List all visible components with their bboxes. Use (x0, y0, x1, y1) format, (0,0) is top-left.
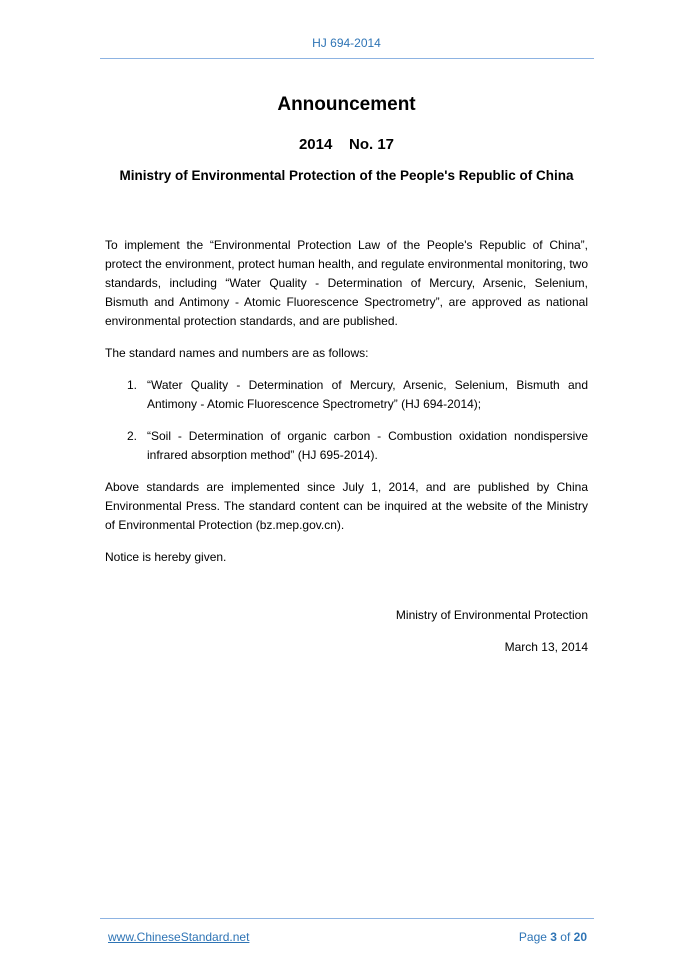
page-of: of (556, 930, 574, 944)
page-prefix: Page (518, 930, 551, 944)
total-pages: 20 (573, 930, 587, 944)
footer-divider (100, 918, 594, 919)
list-item (105, 427, 588, 465)
list-item-number: 2. (127, 429, 138, 443)
document-code: HJ 694-2014 (312, 36, 381, 50)
signature-date: March 13, 2014 (504, 640, 588, 654)
page-indicator (519, 930, 587, 944)
list-item-number: 1. (127, 378, 138, 392)
signature-organization: Ministry of Environmental Protection (395, 608, 588, 622)
notice-paragraph: Notice is hereby given. (105, 550, 227, 564)
issuing-ministry: Ministry of Environmental Protection of the People's Republic of China (119, 168, 574, 183)
standards-list (105, 376, 588, 465)
website-link[interactable]: www.ChineseStandard.net (108, 930, 250, 944)
list-item (105, 376, 588, 414)
announcement-body (105, 236, 588, 567)
announcement-number: 2014 No. 17 (298, 136, 395, 153)
implementation-paragraph: Above standards are implemented since July 1, 2014, and are published by China Environmental Press. The standard content can be inquired at the website of the Ministry of Environmental Protection (bz.mep.gov.cn). (105, 480, 588, 532)
list-item-text: “Water Quality - Determination of Mercury, Arsenic, Selenium, Bismuth and Antimony - Atomic Fluorescence Spectrometry” (HJ 694-2014); (147, 378, 588, 411)
header-divider (100, 58, 594, 59)
current-page: 3 (550, 930, 557, 944)
intro-paragraph: To implement the “Environmental Protection Law of the People's Republic of China”, protect the environment, protect human health, and regulate environmental monitoring, two standards, including “Water Quality - Determination of Mercury, Arsenic, Selenium, Bismuth and Antimony - Atomic Fluorescence Spectrometry”, are approved as national environmental protection standards, and are published. (105, 238, 588, 328)
standards-intro-paragraph: The standard names and numbers are as follows: (105, 346, 369, 360)
page-title: Announcement (277, 94, 416, 115)
list-item-text: “Soil - Determination of organic carbon - Combustion oxidation nondispersive infrared absorption method” (HJ 695-2014). (147, 429, 588, 462)
